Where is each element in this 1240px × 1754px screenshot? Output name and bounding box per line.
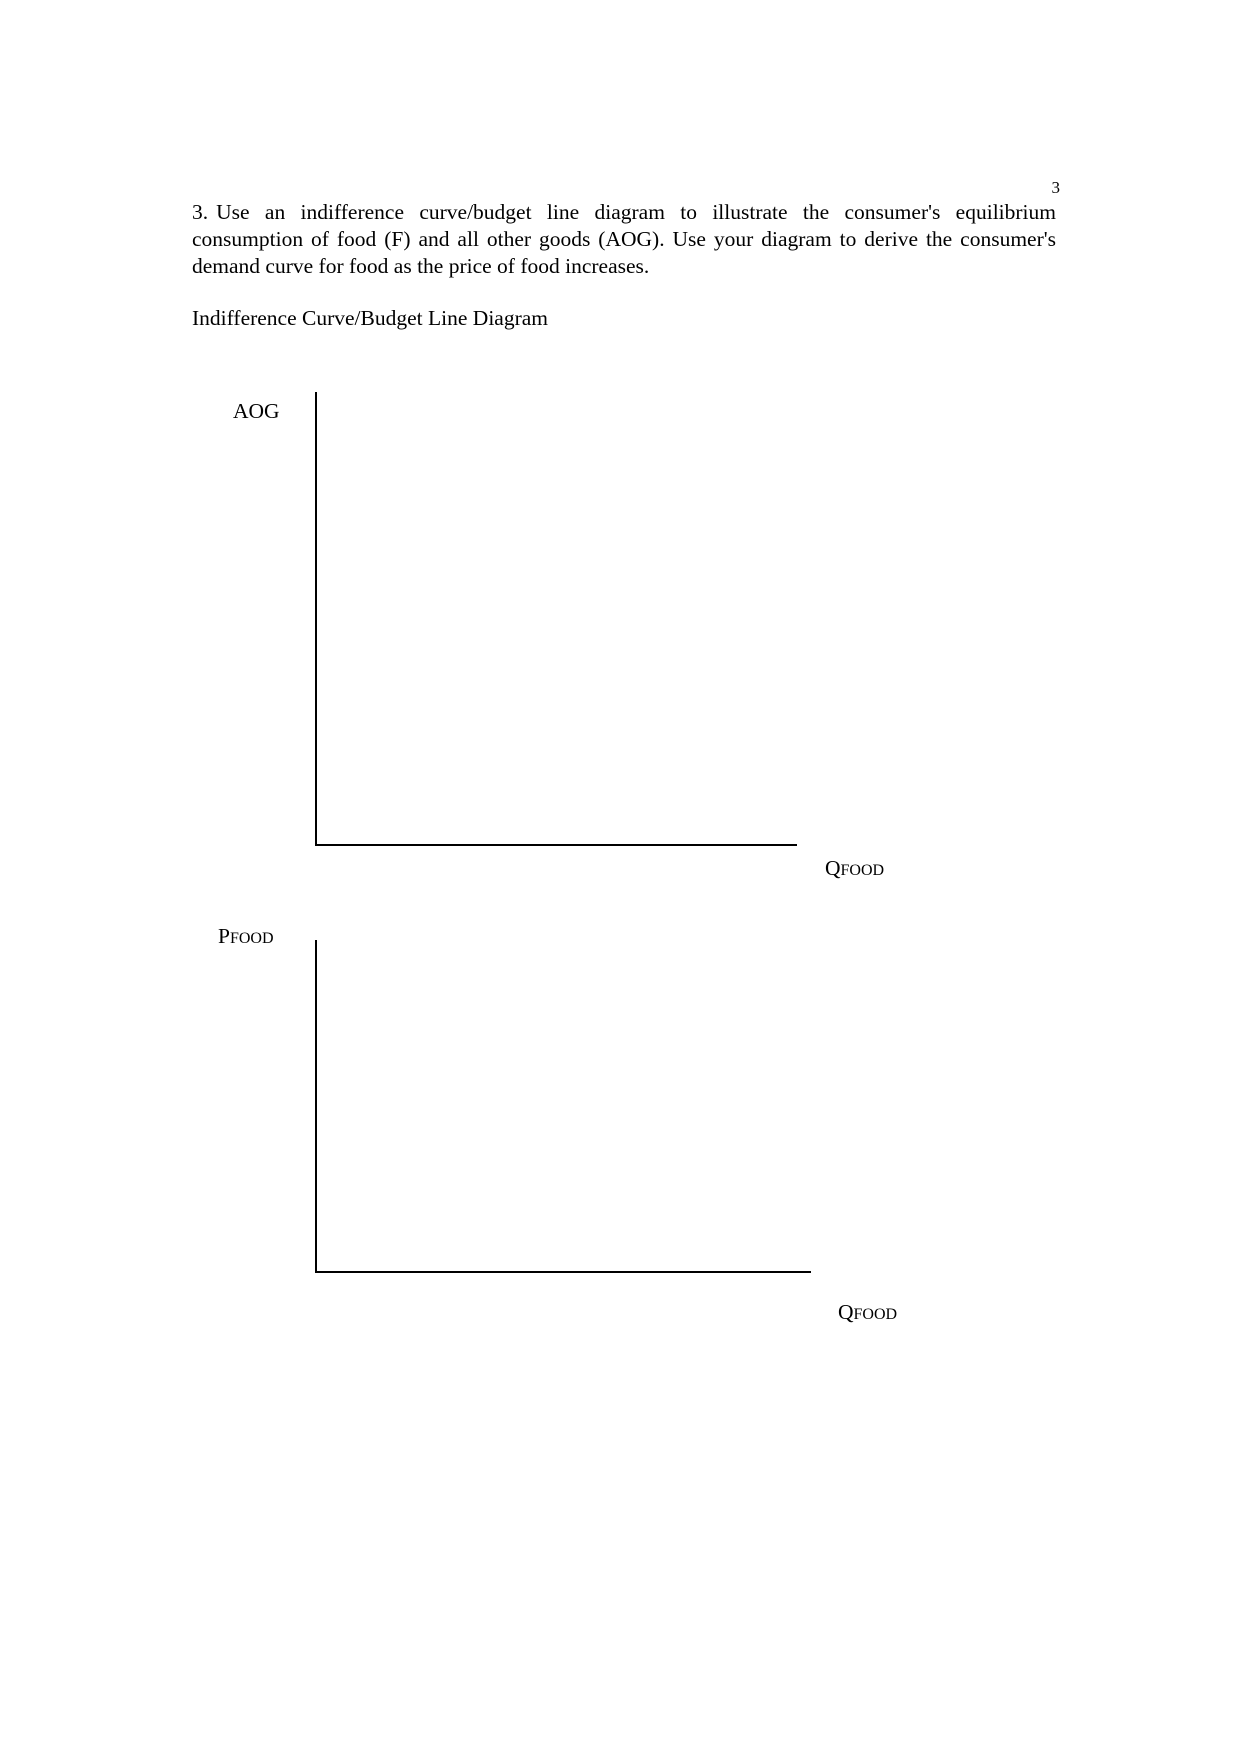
question-body: Use an indifference curve/budget line diagram to illustrate the consumer's equilibrium consumption of food (F) and all other goods (AOG). Use your diagram to derive the consumer's demand curve for food as the price of food increases. xyxy=(192,200,1056,278)
qfood-axis-label-bottom xyxy=(838,1300,897,1325)
diagram-heading: Indifference Curve/Budget Line Diagram xyxy=(192,306,549,330)
question-number: 3. xyxy=(192,200,209,224)
qfood-label-rest: FOOD xyxy=(840,862,885,879)
pfood-label-initial: P xyxy=(218,924,230,948)
qfood-label-initial: Q xyxy=(838,1300,854,1324)
qfood-label-initial: Q xyxy=(825,856,841,880)
qfood-label-rest: FOOD xyxy=(853,1306,898,1323)
pfood-y-axis xyxy=(315,940,317,1273)
qfood-x-axis-bottom xyxy=(315,1271,811,1273)
page-number: 3 xyxy=(1051,178,1060,197)
aog-axis-label: AOG xyxy=(233,399,280,423)
question-text xyxy=(192,199,1056,280)
aog-y-axis xyxy=(315,392,317,846)
pfood-label-rest: FOOD xyxy=(229,930,274,947)
qfood-axis-label-top xyxy=(825,856,884,881)
pfood-axis-label xyxy=(218,924,274,949)
qfood-x-axis-top xyxy=(315,844,797,846)
